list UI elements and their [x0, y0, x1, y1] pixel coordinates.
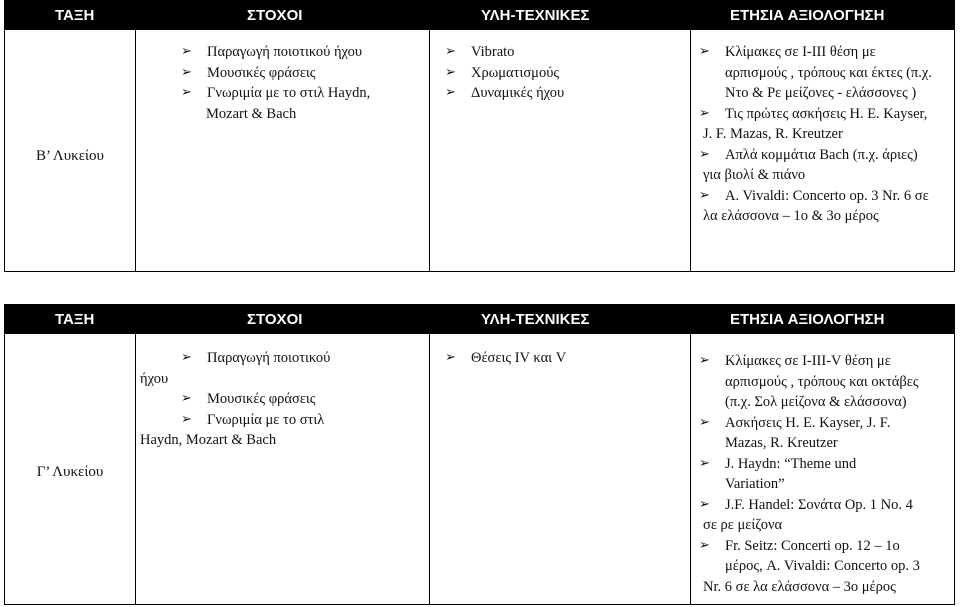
list-item: ➢ Vibrato: [441, 42, 686, 63]
curriculum-table-g-lykeiou: [4, 304, 955, 605]
list-item: ➢ Θέσεις IV και V: [441, 348, 686, 369]
list-item-continuation: (π.χ. Σολ μείζονα & ελάσσονα): [725, 394, 907, 410]
list-item-continuation: Variation”: [725, 476, 785, 492]
goals-cell: [140, 348, 426, 451]
list-item: ➢ A. Vivaldi: Concerto op. 3 Nr. 6 σε: [695, 186, 953, 207]
header-evaluation: ΕΤΗΣΙΑ ΑΞΙΟΛΟΓΗΣΗ: [730, 7, 885, 24]
list-item: ➢ Παραγωγή ποιοτικού ήχου: [177, 42, 427, 63]
list-item-continuation: λα ελάσσονα – 1ο & 3ο μέρος: [703, 208, 879, 224]
list-item: ➢ J.F. Handel: Σονάτα Op. 1 No. 4: [695, 495, 953, 516]
list-item: ➢ Fr. Seitz: Concerti op. 12 – 1ο: [695, 536, 953, 557]
header-class: ΤΑΞΗ: [55, 311, 95, 328]
list-item-continuation: Ντο & Ρε μείζονες - ελάσσονες ): [725, 85, 917, 101]
list-item: ➢ Μουσικές φράσεις: [177, 389, 426, 410]
list-item-continuation: για βιολί & πιάνο: [703, 167, 806, 183]
list-item-continuation: Mazas, R. Kreutzer: [725, 435, 838, 451]
table-row: [5, 30, 954, 271]
header-techniques: ΥΛΗ-ΤΕΧΝΙΚΕΣ: [481, 311, 590, 328]
header-evaluation: ΕΤΗΣΙΑ ΑΞΙΟΛΟΓΗΣΗ: [730, 311, 885, 328]
list-item: ➢ Κλίμακες σε I-III-V θέση με: [695, 351, 953, 372]
list-item-continuation: Nr. 6 σε λα ελάσσονα – 3ο μέρος: [703, 578, 896, 595]
curriculum-table-b-lykeiou: [4, 0, 955, 272]
list-item-continuation: σε ρε μείζονα: [703, 517, 783, 533]
list-item-continuation: Haydn, Mozart & Bach: [140, 432, 277, 448]
list-item: ➢ Κλίμακες σε I-III θέση με: [695, 42, 953, 63]
list-item-continuation: J. F. Mazas, R. Kreutzer: [703, 126, 843, 142]
table-row: [5, 334, 954, 604]
header-goals: ΣΤΟΧΟΙ: [247, 7, 303, 24]
table-header: [5, 305, 954, 334]
list-item: ➢ J. Haydn: “Theme und: [695, 454, 953, 475]
header-goals: ΣΤΟΧΟΙ: [247, 311, 303, 328]
list-item: ➢ Γνωριμία με το στιλ: [177, 410, 426, 431]
list-item: ➢ Χρωματισμούς: [441, 63, 686, 84]
list-item: ➢ Ασκήσεις H. E. Kayser, J. F.: [695, 413, 953, 434]
list-item-continuation: αρπισμούς , τρόπους και έκτες (π.χ.: [725, 64, 932, 81]
list-item: ➢ Τις πρώτες ασκήσεις H. E. Kayser,: [695, 104, 953, 125]
list-item: ➢ Παραγωγή ποιοτικού: [177, 348, 426, 369]
list-item: ➢ Δυναμικές ήχου: [441, 83, 686, 104]
class-name: Β’ Λυκείου: [36, 148, 104, 164]
list-item-continuation: Mozart & Bach: [206, 105, 297, 122]
techniques-cell: [441, 42, 686, 104]
table-header: [5, 1, 954, 30]
goals-cell: [177, 42, 427, 124]
list-item-continuation: αρπισμούς , τρόπους και οκτάβες: [725, 373, 919, 390]
header-class: ΤΑΞΗ: [55, 7, 95, 24]
class-name: Γ’ Λυκείου: [36, 464, 104, 480]
techniques-cell: [441, 348, 686, 369]
list-item: ➢ Μουσικές φράσεις: [177, 63, 427, 84]
list-item-continuation: ήχου: [140, 370, 169, 387]
evaluation-cell: [695, 42, 953, 227]
list-item-continuation: μέρος, A. Vivaldi: Concerto op. 3: [725, 558, 920, 574]
list-item: ➢ Απλά κομμάτια Bach (π.χ. άριες): [695, 145, 953, 166]
list-item: ➢ Γνωριμία με το στιλ Haydn,: [177, 83, 427, 104]
evaluation-cell: [695, 351, 953, 597]
header-techniques: ΥΛΗ-ΤΕΧΝΙΚΕΣ: [481, 7, 590, 24]
